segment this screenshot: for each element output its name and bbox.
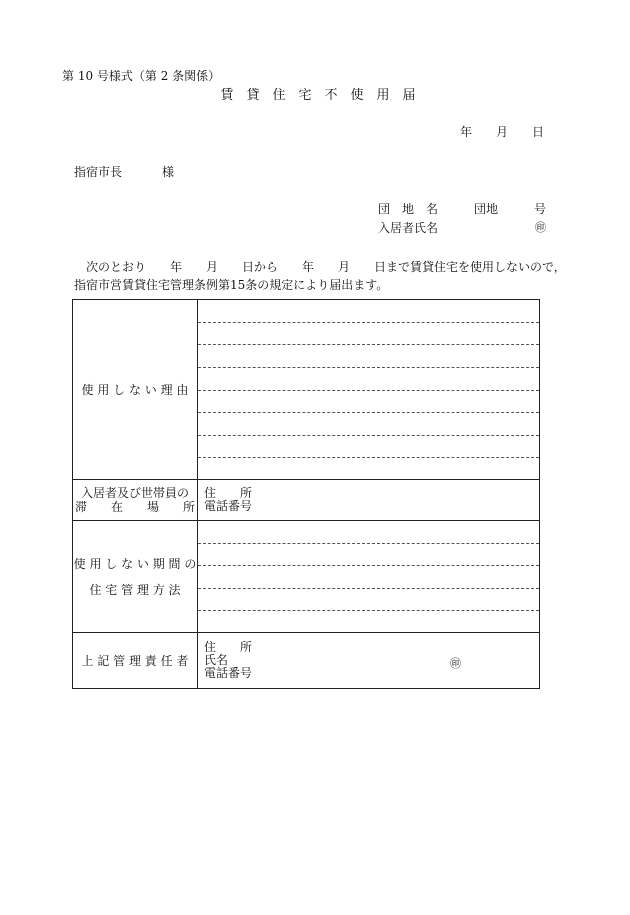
addressee-name: 指宿市長 [74, 165, 123, 179]
manager-phone-label: 電話番号 [204, 666, 253, 680]
manager-name-label: 氏名 [204, 653, 229, 667]
stay-address-label: 住 所 [204, 486, 253, 500]
period-label-line2: 住 宅 管 理 方 法 [89, 582, 181, 597]
seal-icon: ㊞ [535, 221, 546, 234]
stay-label-line1: 入居者及び世帯員の [80, 486, 189, 500]
seal-icon: ㊞ [450, 657, 461, 670]
period-field[interactable] [198, 521, 540, 633]
period-label [73, 521, 198, 633]
form-number-label: 第 10 号様式（第 2 条関係） [62, 69, 221, 83]
stay-label-line2: 滞 在 場 所 [74, 500, 195, 514]
body-text: 次のとおり 年 月 日から 年 月 日まで賃貸住宅を使用しないので，指宿市営賃貸住宅管理条例第15条の規定により届出ます。 [74, 260, 566, 292]
dashed-line [198, 610, 539, 611]
danchi-line: 団 地 名 団地 号 [378, 202, 547, 216]
date-line: 年 月 日 [460, 125, 545, 139]
form-title: 賃 貸 住 宅 不 使 用 届 [220, 88, 416, 103]
manager-address-label: 住 所 [204, 640, 253, 654]
dashed-line [198, 344, 539, 345]
stay-phone-label: 電話番号 [204, 499, 253, 513]
dashed-line [198, 412, 539, 413]
manager-label: 上 記 管 理 責 任 者 [73, 633, 198, 689]
table-row [73, 633, 540, 689]
table-row [73, 521, 540, 633]
dashed-line [198, 457, 539, 458]
stay-label [73, 480, 198, 521]
dashed-line [198, 543, 539, 544]
dashed-line [198, 565, 539, 566]
addressee [74, 166, 174, 178]
reason-field[interactable] [198, 300, 540, 480]
reason-label: 使 用 し な い 理 由 [73, 300, 198, 480]
dashed-line [198, 367, 539, 368]
manager-field[interactable] [198, 633, 540, 689]
table-row [73, 480, 540, 521]
form-table [72, 299, 540, 689]
dashed-line [198, 390, 539, 391]
dashed-line [198, 435, 539, 436]
period-label-line1: 使 用 し な い 期 間 の [73, 556, 197, 571]
resident-name-label: 入居者氏名 [378, 221, 439, 235]
dashed-line [198, 322, 539, 323]
table-row [73, 300, 540, 480]
dashed-line [198, 588, 539, 589]
stay-field[interactable] [198, 480, 540, 521]
addressee-suffix: 様 [162, 165, 175, 179]
